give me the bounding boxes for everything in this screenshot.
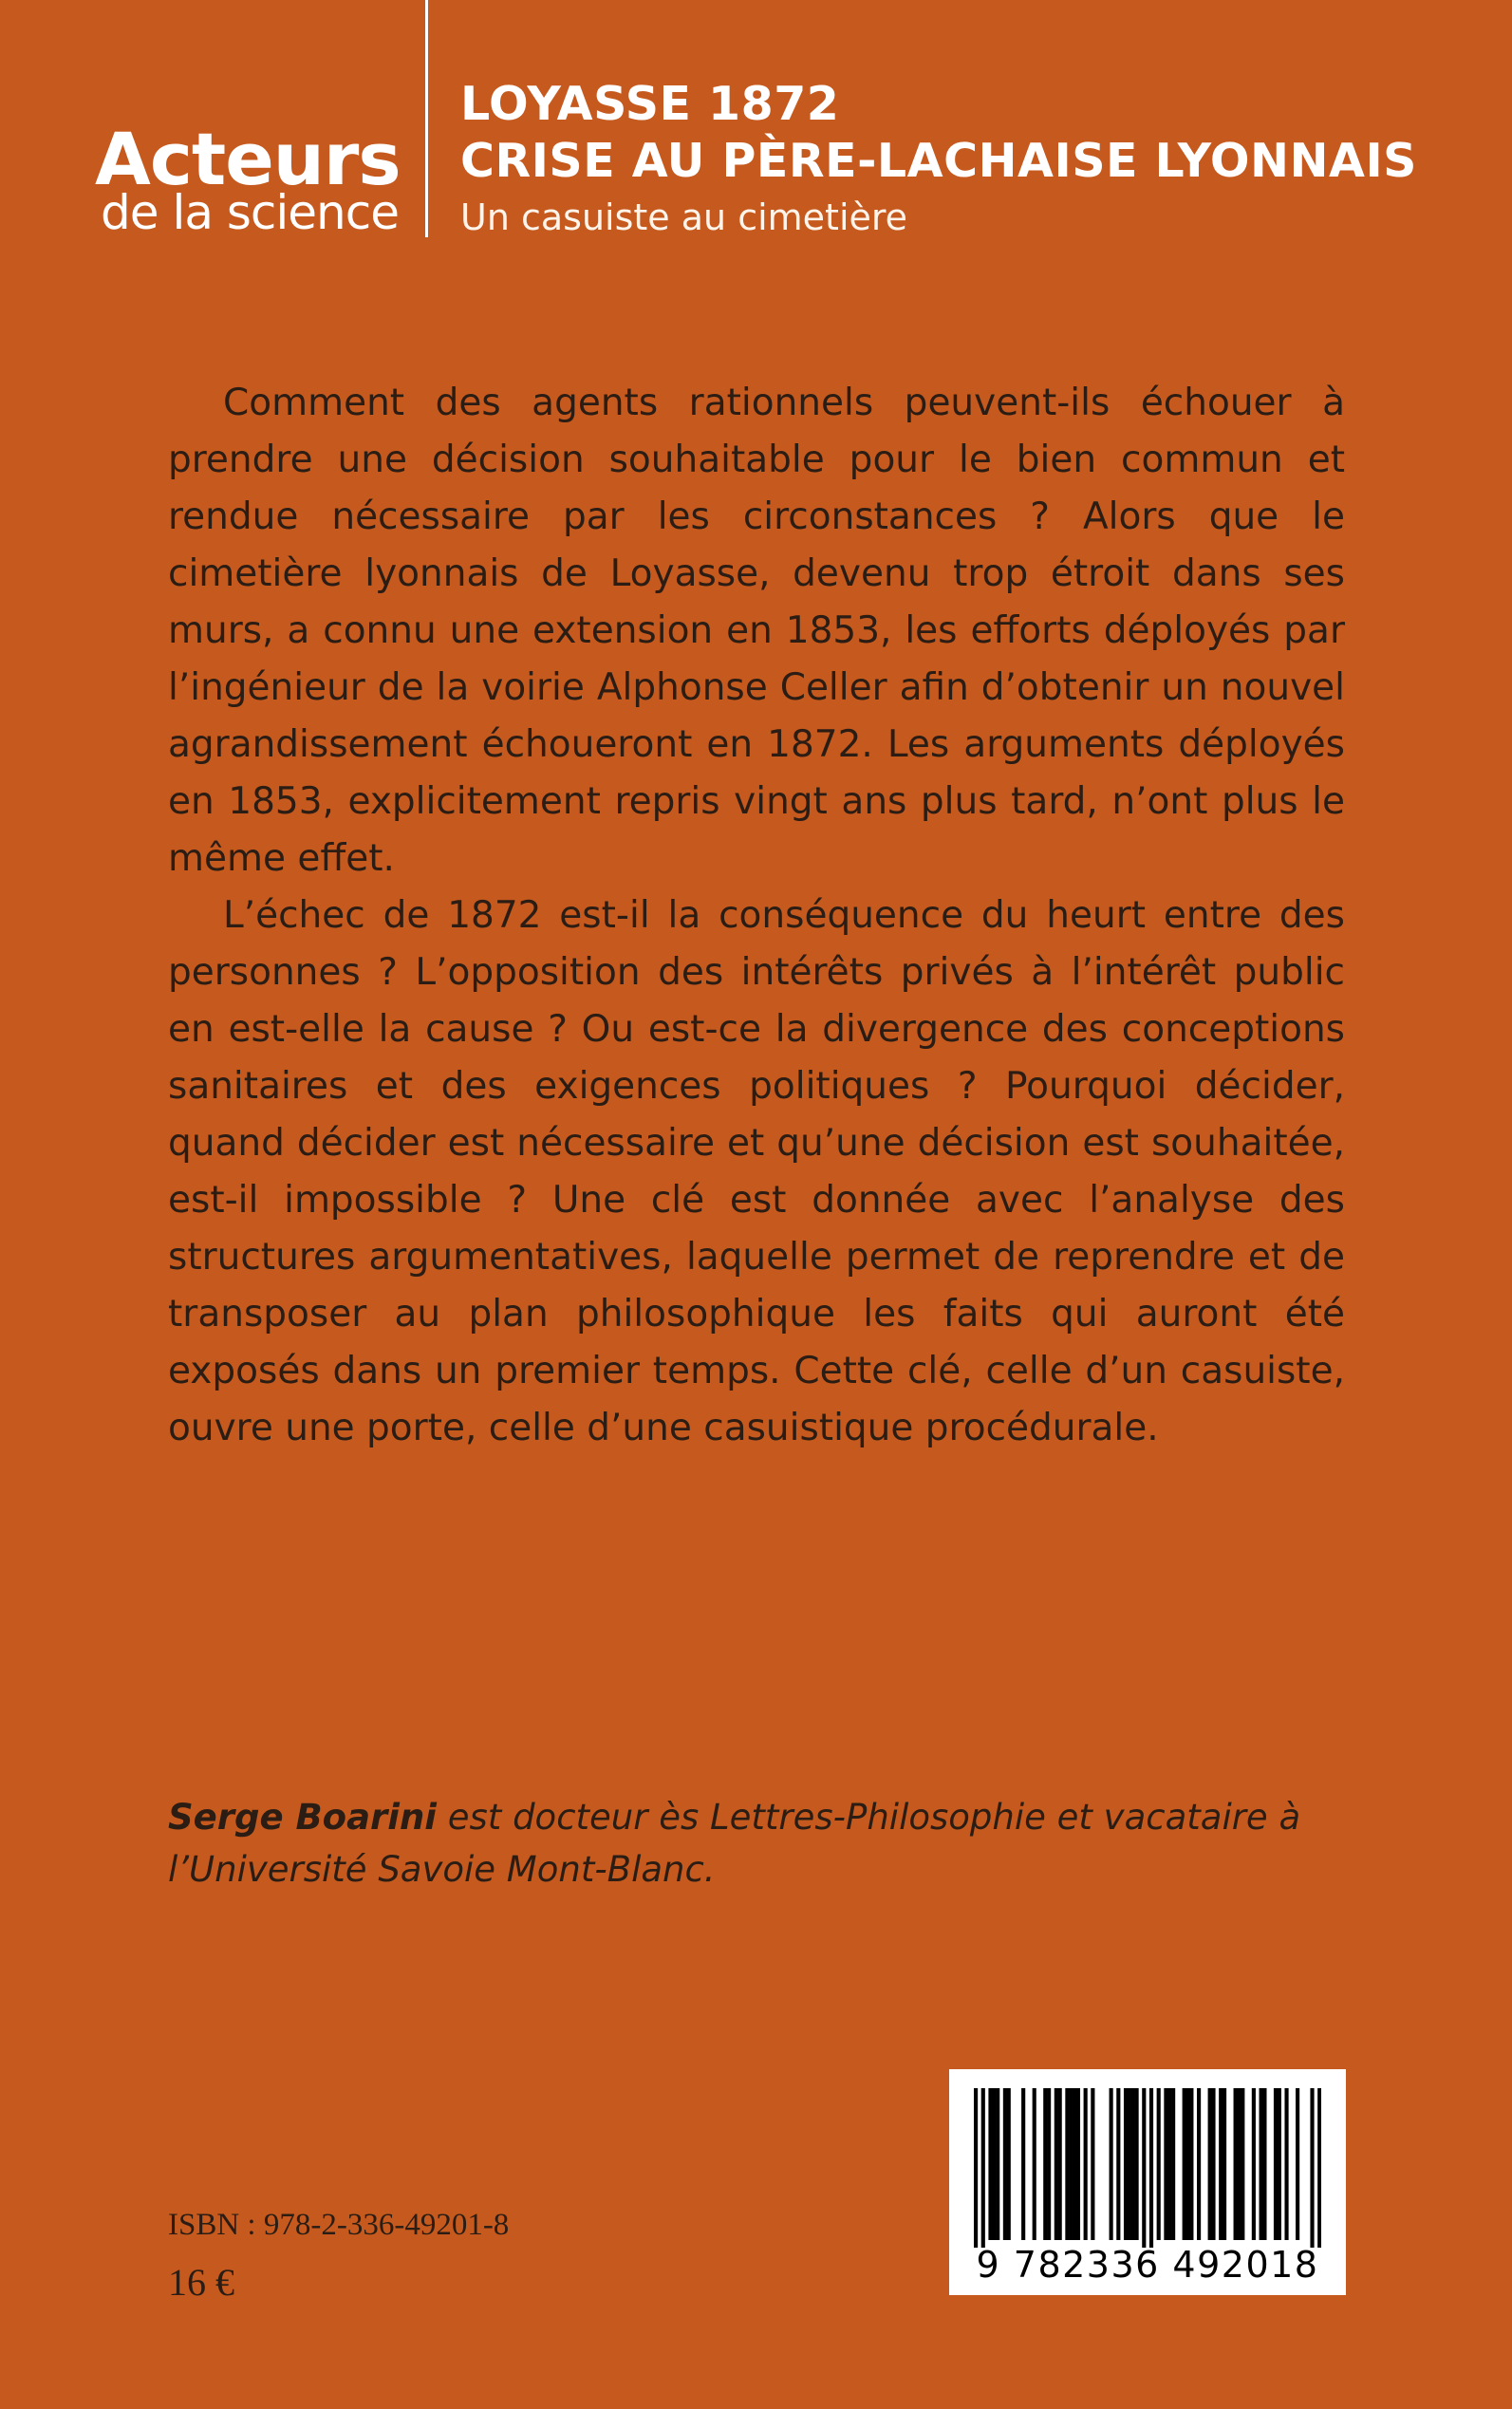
barcode-bar bbox=[1252, 2088, 1256, 2240]
header-divider bbox=[425, 0, 428, 237]
author-bio: est docteur ès Lettres-Philosophie et vacataire à l’Université Savoie Mont-Blanc. bbox=[168, 1797, 1301, 1890]
barcode-bar bbox=[1069, 2088, 1073, 2240]
barcode-bar bbox=[1065, 2088, 1069, 2240]
summary-paragraph-1: Comment des agents rationnels peuvent-ils échouer à prendre une décision souhaitable pour le bien commun et rendue nécessaire par les circonstances ? Alors que le cimetière lyonnais de Loyasse, devenu trop étroit dans ses murs, a connu une extension en 1853, les efforts déployés par l’ingénieur de la voirie Alphonse Celler afin d’obtenir un nouvel agrandissement échoueront en 1872. Les arguments déployés en 1853, explicitement repris vingt ans plus tard, n’ont plus le même effet. bbox=[168, 382, 1345, 880]
author-name: Serge Boarini bbox=[168, 1797, 437, 1838]
barcode-bar bbox=[1185, 2088, 1189, 2240]
barcode-bar bbox=[996, 2088, 999, 2240]
barcode-bar bbox=[1131, 2088, 1135, 2240]
series-name-sub: de la science bbox=[101, 185, 399, 240]
barcode-bar bbox=[1128, 2088, 1131, 2240]
barcode-bar bbox=[1197, 2088, 1201, 2240]
barcode-bar bbox=[1223, 2088, 1226, 2240]
barcode-bar bbox=[1142, 2088, 1146, 2248]
barcode-bar bbox=[1310, 2088, 1314, 2248]
barcode-bar bbox=[1164, 2088, 1167, 2240]
book-title-line-2: CRISE AU PÈRE-LACHAISE LYONNAIS bbox=[460, 134, 1417, 188]
barcode-bar bbox=[1084, 2088, 1088, 2240]
barcode-bar bbox=[1260, 2088, 1263, 2240]
summary-paragraph-2: L’échec de 1872 est-il la conséquence du heurt entre des personnes ? L’opposition des intérêts privés à l’intérêt public en est-elle la cause ? Ou est-ce la divergence des conceptions sanitaires et des exigences politiques ? Pourquoi décider, quand décider est nécessaire et qu’une décision est souhaitée, est-il impossible ? Une clé est donnée avec l’analyse des structures argumentatives, laquelle permet de reprendre et de transposer au plan philosophique les faits qui auront été exposés dans un premier temps. Cette clé, celle d’un casuiste, ouvre une porte, celle d’une casuistique procédurale. bbox=[168, 894, 1345, 1449]
barcode-bar bbox=[1167, 2088, 1171, 2240]
barcode-bar bbox=[1076, 2088, 1080, 2240]
series-name-main: Acteurs bbox=[95, 117, 401, 201]
barcode-bar bbox=[992, 2088, 996, 2240]
barcode-bar bbox=[1208, 2088, 1212, 2240]
barcode-bar bbox=[1189, 2088, 1193, 2240]
barcode-bar bbox=[974, 2088, 978, 2248]
barcode-bar bbox=[1157, 2088, 1161, 2240]
barcode-bar bbox=[1058, 2088, 1062, 2240]
price-label: 16 € bbox=[168, 2261, 234, 2304]
barcode-bar bbox=[1241, 2088, 1244, 2240]
barcode-bars bbox=[974, 2088, 1321, 2248]
barcode-bar bbox=[1284, 2088, 1288, 2240]
barcode-bar bbox=[1262, 2088, 1266, 2240]
barcode-bar bbox=[1211, 2088, 1215, 2240]
barcode-bar bbox=[1237, 2088, 1241, 2240]
barcode-bar bbox=[1091, 2088, 1094, 2240]
barcode-bar bbox=[1183, 2088, 1186, 2240]
back-cover-summary bbox=[168, 375, 1345, 1457]
barcode-bar bbox=[1278, 2088, 1281, 2240]
barcode bbox=[949, 2069, 1346, 2295]
barcode-bar bbox=[1124, 2088, 1128, 2240]
title-block bbox=[460, 76, 1466, 239]
barcode-bar bbox=[1135, 2088, 1139, 2240]
barcode-bar bbox=[1171, 2088, 1175, 2240]
barcode-bar bbox=[1274, 2088, 1278, 2240]
barcode-bar bbox=[1317, 2088, 1321, 2248]
barcode-bar bbox=[1047, 2088, 1051, 2240]
barcode-bar bbox=[1021, 2088, 1025, 2240]
barcode-bar bbox=[1055, 2088, 1058, 2240]
isbn-label: ISBN : 978-2-336-49201-8 bbox=[168, 2208, 510, 2242]
barcode-bar bbox=[1073, 2088, 1076, 2240]
series-logo bbox=[95, 117, 401, 240]
barcode-bar bbox=[981, 2088, 985, 2248]
book-subtitle: Un casuiste au cimetière bbox=[460, 196, 908, 238]
barcode-digits: 9 782336 492018 bbox=[976, 2244, 1319, 2286]
barcode-bar bbox=[1033, 2088, 1036, 2240]
barcode-bar bbox=[1110, 2088, 1113, 2240]
barcode-bar bbox=[1116, 2088, 1120, 2240]
barcode-bar bbox=[1003, 2088, 1007, 2240]
barcode-bar bbox=[1149, 2088, 1153, 2248]
barcode-bar bbox=[1007, 2088, 1011, 2240]
author-note bbox=[168, 1791, 1345, 1895]
barcode-bar bbox=[1219, 2088, 1223, 2240]
barcode-bar bbox=[1043, 2088, 1047, 2240]
barcode-bar bbox=[1296, 2088, 1299, 2240]
barcode-bar bbox=[1234, 2088, 1238, 2240]
book-title-line-1: LOYASSE 1872 bbox=[460, 77, 840, 131]
barcode-bar bbox=[988, 2088, 992, 2240]
